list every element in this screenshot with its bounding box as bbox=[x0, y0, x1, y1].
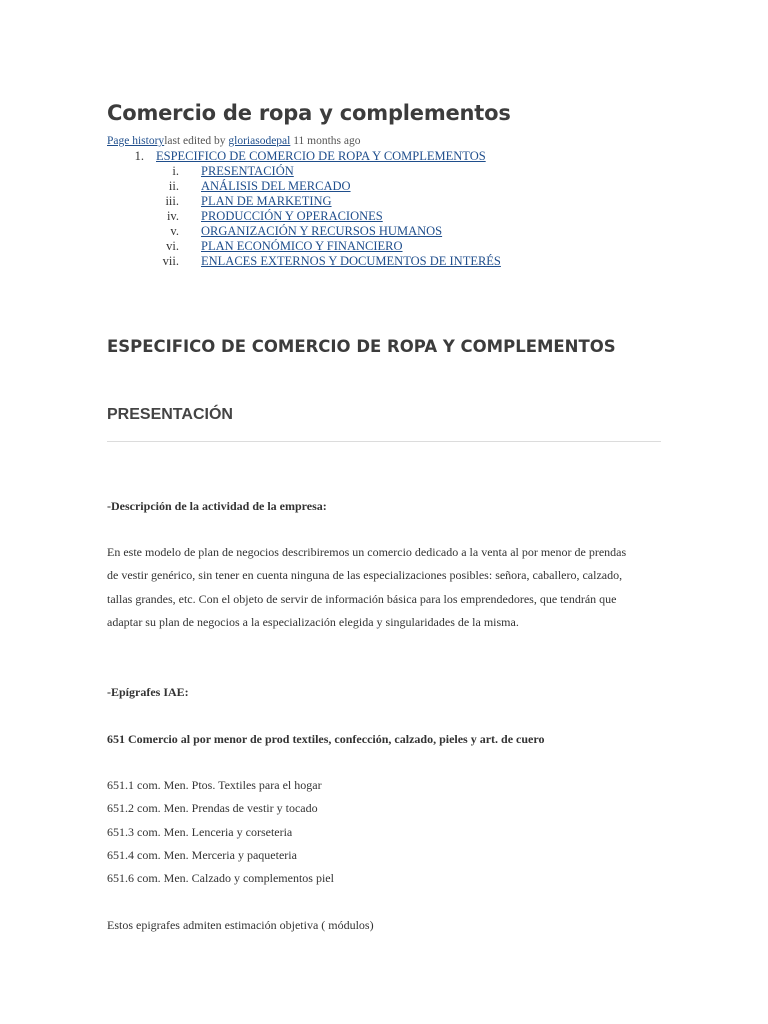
description-line: tallas grandes, etc. Con el objeto de servir de información básica para los emprendedores, que tendrán que bbox=[107, 591, 617, 606]
iae-item: 651.1 com. Men. Ptos. Textiles para el hogar bbox=[107, 778, 322, 792]
page-history-link[interactable]: Page history bbox=[107, 135, 165, 147]
edit-time: 11 months ago bbox=[293, 135, 361, 147]
description-paragraph bbox=[107, 541, 667, 634]
author-link[interactable]: gloriasodepal bbox=[228, 135, 291, 147]
footer-note: Estos epigrafes admiten estimación objetiva ( módulos) bbox=[107, 918, 374, 932]
toc-link-especifico[interactable]: ESPECIFICO DE COMERCIO DE ROPA Y COMPLEMENTOS bbox=[156, 149, 486, 163]
toc-link-enlaces[interactable]: ENLACES EXTERNOS Y DOCUMENTOS DE INTERÉS bbox=[201, 254, 501, 268]
description-heading: -Descripción de la actividad de la empresa: bbox=[107, 499, 327, 513]
iae-item: 651.3 com. Men. Lenceria y corseteria bbox=[107, 825, 293, 839]
toc-number: vi. bbox=[166, 239, 179, 253]
iae-group-title: 651 Comercio al por menor de prod textiles, confección, calzado, pieles y art. de cuero bbox=[107, 732, 545, 746]
toc-number: 1. bbox=[134, 149, 144, 163]
edited-by-text: last edited by bbox=[164, 135, 226, 147]
page-meta bbox=[107, 135, 361, 147]
description-line: En este modelo de plan de negocios describiremos un comercio dedicado a la venta al por menor de prendas bbox=[107, 545, 627, 559]
iae-item: 651.4 com. Men. Merceria y paqueteria bbox=[107, 848, 297, 862]
toc-number: i. bbox=[172, 164, 179, 178]
page-title: Comercio de ropa y complementos bbox=[107, 101, 511, 125]
iae-item: 651.2 com. Men. Prendas de vestir y tocado bbox=[107, 801, 318, 815]
toc-link-analisis[interactable]: ANÁLISIS DEL MERCADO bbox=[201, 179, 351, 193]
heading-divider bbox=[107, 441, 661, 442]
toc-number: v. bbox=[170, 224, 179, 238]
toc-link-organizacion[interactable]: ORGANIZACIÓN Y RECURSOS HUMANOS bbox=[201, 224, 443, 238]
section-heading: ESPECIFICO DE COMERCIO DE ROPA Y COMPLEMENTOS bbox=[107, 337, 616, 356]
toc-link-economico[interactable]: PLAN ECONÓMICO Y FINANCIERO bbox=[201, 239, 403, 253]
toc-number: vii. bbox=[162, 254, 179, 268]
iae-heading: -Epígrafes IAE: bbox=[107, 685, 189, 699]
toc-link-marketing[interactable]: PLAN DE MARKETING bbox=[201, 194, 332, 208]
iae-item: 651.6 com. Men. Calzado y complementos piel bbox=[107, 871, 334, 885]
toc-link-produccion[interactable]: PRODUCCIÓN Y OPERACIONES bbox=[201, 209, 383, 223]
description-line: de vestir genérico, sin tener en cuenta ninguna de las especializaciones posibles: señora, caballero, calzado, bbox=[107, 568, 623, 583]
toc-number: iv. bbox=[166, 209, 179, 223]
toc-number: iii. bbox=[165, 194, 179, 208]
toc-number: ii. bbox=[168, 179, 179, 193]
subsection-heading: PRESENTACIÓN bbox=[107, 406, 233, 423]
toc-link-presentacion[interactable]: PRESENTACIÓN bbox=[201, 164, 294, 178]
description-line: adaptar su plan de negocios a la especialización elegida y singularidades de la misma. bbox=[107, 614, 519, 629]
